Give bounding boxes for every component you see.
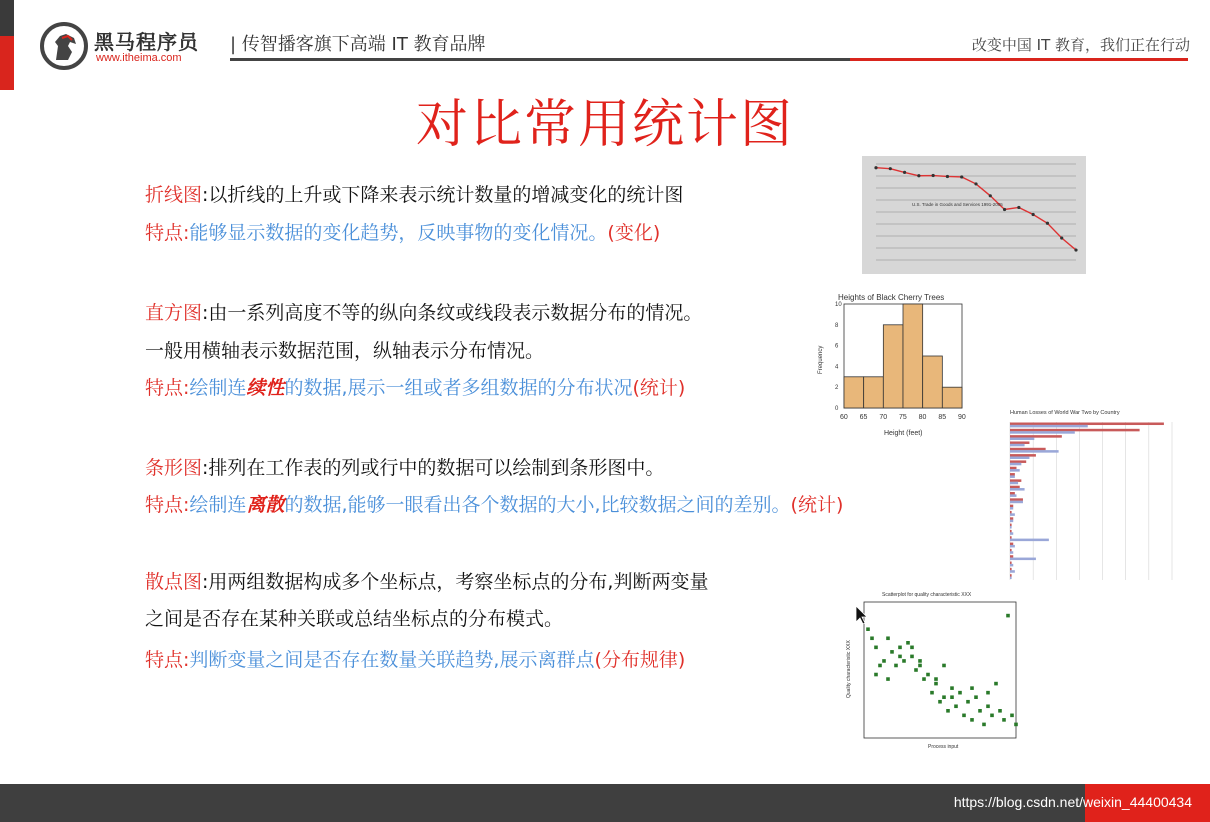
bar-chart-bar-secondary [1010,488,1025,491]
line-chart-point [874,166,877,169]
histogram-bar [844,377,864,408]
line-chart-point [1074,248,1077,251]
bar-chart-bar [1010,555,1013,558]
line-chart-point [917,174,920,177]
bar-chart-bar-secondary [1010,564,1013,567]
bar-chart-bar-secondary [1010,513,1015,516]
bar-chart-bar-secondary [1010,577,1012,580]
footer-url: https://blog.csdn.net/weixin_44400434 [953,794,1192,810]
scatter-point [946,709,950,713]
bar-chart-bar [1010,524,1012,527]
itheima-logo [40,22,88,70]
line-chart-point [1032,213,1035,216]
bar-chart-bar [1010,574,1012,577]
scatter-point [950,695,954,699]
scatter-point [878,664,882,668]
histogram-bar [883,325,903,408]
line-chart-title: U.S. Trade in Goods and Services 1991-2005 [912,202,1003,207]
scatter-point [886,677,890,681]
histogram-xlabel: Height (feet) [884,430,923,437]
bar-chart-bar-secondary [1010,494,1016,497]
histogram-ytick-label: 8 [835,322,839,329]
line-chart-point [946,175,949,178]
histogram-xtick-label: 65 [859,414,868,421]
bar-chart-bar-secondary [1010,425,1088,428]
line-chart-feature [145,220,660,246]
scatter-point [934,682,938,686]
bar-chart-bar [1010,479,1021,482]
bar-chart-bar-secondary [1010,450,1059,453]
bar-chart-bar [1010,498,1023,501]
bar-chart-bar-secondary [1010,444,1025,447]
bar-chart-bar [1010,473,1015,476]
line-chart-point [903,171,906,174]
brand-url: www.itheima.com [96,52,182,64]
scatter-point [910,646,914,650]
scatter-point [1002,718,1006,722]
bar-chart-bar-secondary [1010,469,1020,472]
bar-chart-bar [1010,543,1013,546]
scatter-point [886,636,890,640]
header-divider [230,58,1188,61]
histogram-xtick-label: 80 [918,414,927,421]
scatter-point [890,650,894,654]
histogram-xtick-label: 75 [899,414,907,421]
feature-tag: (统计) [632,377,686,399]
bar-chart-bar-secondary [1010,532,1013,535]
bar-chart-bar-secondary [1010,520,1013,523]
histogram-bar [864,377,884,408]
bar-chart-title: Human Losses of World War Two by Country [1010,410,1120,416]
histogram-ytick-label: 10 [835,302,842,308]
line-chart-description [145,182,683,208]
bar-chart-bar-secondary [1010,526,1012,529]
scatter-point [958,691,962,695]
bar-chart-bar [1010,562,1012,565]
scatter-description-2 [145,606,563,632]
scatter-point [982,723,986,727]
bar-chart-bar-secondary [1010,507,1013,510]
histogram-ytick-label: 6 [835,343,839,350]
scatter-point [962,714,966,718]
line-chart-point [1060,236,1063,239]
scatter-point [898,655,902,659]
bar-chart-bar-secondary [1010,456,1029,459]
histogram-feature [145,375,685,401]
scatter-point [926,673,930,677]
header-left-strip [0,0,14,90]
histogram-thumbnail [808,290,976,438]
feature-text-pre: 绘制连 [189,494,247,516]
bar-chart-bar [1010,536,1012,539]
scatter-point [942,695,946,699]
scatter-point [918,664,922,668]
scatter-point [990,714,994,718]
bar-chart-description [145,455,664,481]
header-slogan-left: | 传智播客旗下高端 IT 教育品牌 [230,34,486,55]
scatter-thumbnail [842,588,1022,750]
feature-text: 判断变量之间是否存在数量关联趋势,展示离群点 [189,649,595,671]
feature-tag: (变化) [607,222,661,244]
scatter-point [914,668,918,672]
bar-chart-bar [1010,486,1020,489]
feature-tag: (统计) [790,494,844,516]
scatter-point [918,659,922,663]
histogram-ytick-label: 0 [835,406,839,412]
histogram-bar [903,304,923,408]
bar-chart-name: 条形图 [145,457,203,479]
bar-chart-bar-secondary [1010,551,1013,554]
scatter-point [1006,614,1010,618]
line-chart-point [1003,208,1006,211]
scatter-point [874,673,878,677]
feature-label: 特点: [145,494,190,516]
bar-chart-bar-secondary [1010,570,1015,573]
bar-chart-bar-secondary [1010,482,1018,485]
feature-text-post: 的数据,展示一组或者多组数据的分布状况 [284,377,633,399]
scatter-point [922,677,926,681]
scatter-point [894,664,898,668]
scatter-point [950,686,954,690]
scatter-title: Scatterplot for quality characteristic XXX [882,592,972,598]
scatter-description [145,569,708,595]
feature-emphasis: 续性 [246,377,285,399]
bar-chart-thumbnail [1002,406,1180,582]
line-chart-point [960,175,963,178]
bar-chart-bar [1010,511,1012,514]
line-chart-point [932,174,935,177]
histogram-desc: :由一系列高度不等的纵向条纹或线段表示数据分布的情况。 [202,302,703,324]
feature-text: 能够显示数据的变化趋势，反映事物的变化情况。 [189,222,608,244]
horse-logo-icon [52,32,78,62]
scatter-point [978,709,982,713]
scatter-ylabel: Quality characteristic XXX [846,640,852,698]
scatter-point [998,709,1002,713]
bar-chart-bar [1010,429,1140,432]
bar-chart-bar [1010,448,1046,451]
scatter-point [906,641,910,645]
scatter-point [966,700,970,704]
feature-text-pre: 绘制连 [189,377,247,399]
scatter-point [882,659,886,663]
bar-chart-bar [1010,467,1016,470]
bar-chart-bar-secondary [1010,558,1036,561]
scatter-point [934,677,938,681]
histogram-ylabel: Frequency [818,345,824,374]
bar-chart-bar-secondary [1010,475,1015,478]
histogram-xtick-label: 70 [879,414,888,421]
feature-tag: (分布规律) [594,649,686,671]
bar-chart-bar [1010,517,1013,520]
line-chart-bg [862,156,1086,274]
histogram-name: 直方图 [145,302,203,324]
line-chart-point [1046,222,1049,225]
scatter-point [874,646,878,650]
scatter-frame [864,602,1016,738]
bar-chart-bar [1010,492,1015,495]
line-chart-desc: :以折线的上升或下降来表示统计数量的增减变化的统计图 [202,184,684,206]
feature-label: 特点: [145,222,190,244]
bar-chart-bar-secondary [1010,539,1049,542]
bar-chart-bar-secondary [1010,545,1015,548]
bar-chart-bar [1010,530,1012,533]
scatter-feature [145,647,685,673]
histogram-desc2: 一般用横轴表示数据范围，纵轴表示分布情况。 [145,340,545,362]
scatter-point [970,718,974,722]
histogram-description-2 [145,338,544,364]
scatter-point [938,700,942,704]
line-chart-point [974,182,977,185]
feature-emphasis: 离散 [246,494,285,516]
line-chart-point [989,194,992,197]
scatter-xlabel: Process input [928,744,959,750]
bar-chart-feature [145,492,843,518]
bar-chart-bar [1010,460,1026,463]
line-chart-point [1017,206,1020,209]
histogram-ytick-label: 2 [835,385,839,392]
scatter-point [870,636,874,640]
scatter-point [1014,723,1018,727]
bar-chart-bar [1010,549,1012,552]
scatter-point [898,646,902,650]
scatter-desc2: 之间是否存在某种关联或总结坐标点的分布模式。 [145,608,564,630]
feature-label: 特点: [145,377,190,399]
slide-title: 对比常用统计图 [415,95,794,155]
brand-name: 黑马程序员 [94,30,199,54]
feature-label: 特点: [145,649,190,671]
scatter-point [954,704,958,708]
scatter-point [986,704,990,708]
histogram-xtick-label: 90 [958,414,966,421]
bar-chart-bar-secondary [1010,463,1021,466]
bar-chart-bar [1010,423,1164,426]
bar-chart-bar-secondary [1010,501,1023,504]
bar-chart-bar-secondary [1010,437,1034,440]
scatter-name: 散点图 [145,571,203,593]
scatter-point [902,659,906,663]
histogram-bar [942,387,962,408]
scatter-point [986,691,990,695]
scatter-point [1010,714,1014,718]
scatter-point [930,691,934,695]
feature-text-post: 的数据,能够一眼看出各个数据的大小,比较数据之间的差别。 [284,494,791,516]
scatter-point [994,682,998,686]
bar-chart-desc: :排列在工作表的列或行中的数据可以绘制到条形图中。 [202,457,665,479]
scatter-point [942,664,946,668]
scatter-desc: :用两组数据构成多个坐标点，考察坐标点的分布,判断两变量 [202,571,709,593]
header-slogan-right: 改变中国 IT 教育，我们正在行动 [971,36,1190,54]
line-chart-point [889,167,892,170]
bar-chart-bar [1010,505,1013,508]
scatter-point [866,627,870,631]
line-chart-name: 折线图 [145,184,203,206]
bar-chart-bar [1010,435,1062,438]
bar-chart-bar-secondary [1010,431,1075,434]
scatter-point [974,695,978,699]
histogram-title: Heights of Black Cherry Trees [838,293,945,302]
scatter-point [910,655,914,659]
mouse-cursor-icon [856,606,867,624]
scatter-point [970,686,974,690]
histogram-description [145,300,702,326]
bar-chart-bar [1010,454,1036,457]
histogram-bar [923,356,943,408]
histogram-xtick-label: 60 [840,414,848,421]
bar-chart-bar [1010,568,1012,571]
histogram-ytick-label: 4 [835,364,839,371]
histogram-xtick-label: 85 [938,414,947,421]
bar-chart-bar [1010,441,1029,444]
line-chart-thumbnail [862,156,1086,274]
